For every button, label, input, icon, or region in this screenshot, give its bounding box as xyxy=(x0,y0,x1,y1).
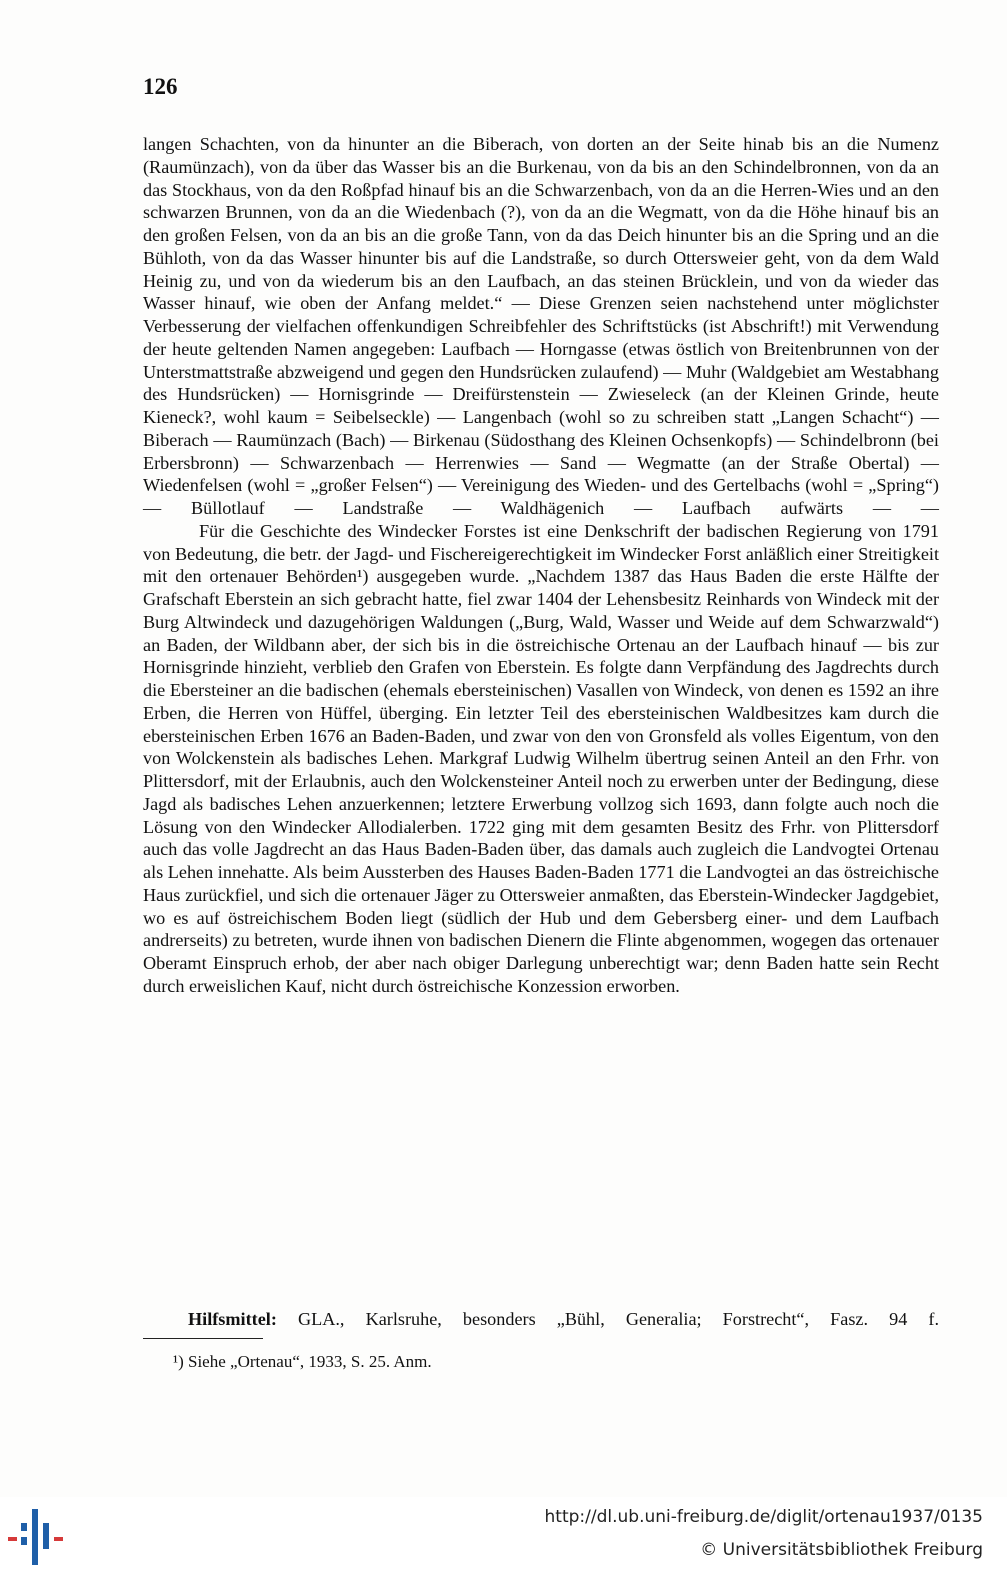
paragraph-boundary-list: langen Schachten, von da hinunter an die Biberach, von dorten an der Seite hinab bis an die Numenz (Raumünzach), von da über das Wasser bis an die Burkenau, von da bis an den Schindelbronnen, von da an das Stockhaus, von da den Roßpfad hinauf bis an die Schwarzenbach, von da an die Herren-Wies und an den schwarzen Brunnen, von da an die Wiedenbach (?), von da an die Wegmatt, von da die Höhe hinauf bis an den großen Felsen, von da an bis an die große Tann, von da das Deich hinunter bis an die Spring und an die Bühloth, von da das Wasser hinunter bis auf die Landstraße, so durch Ottersweier geht, von da dem Wald Heinig zu, und von da wiederum bis an den Laufbach, an das steinen Brücklein, und von da wieder das Wasser hinauf, wie oben der Anfang meldet.“ — Diese Grenzen seien nachstehend unter möglichster Verbesserung der vielfachen offenkundigen Schreibfehler des Schriftstücks (ist Abschrift!) mit Verwendung der heute geltenden Namen angegeben: Laufbach — Horngasse (etwas östlich von Breitenbrunnen von der Unterstmattstraße abzweigend und gegen den Hundsrücken zulaufend) — Muhr (Waldgebiet am Westabhang des Hundsrücken) — Hornisgrinde — Dreifürstenstein — Zwieseleck (an der Kleinen Grinde, heute Kieneck?, wohl kaum = Seibelseckle) — Langenbach (wohl so zu schreiben statt „Langen Schacht“) — Biberach — Raumünzach (Bach) — Birkenau (Südosthang des Kleinen Ochsenkopfs) — Schindelbronn (bei Erbersbronn) — Schwarzenbach — Herrenwies — Sand — Wegmatte (an der Straße Obertal) — Wiedenfelsen (wohl = „großer Felsen“) — Vereinigung des Wieden- und des Gertelbachs (wohl = „Spring“) — Büllotlauf — Landstraße — Waldhägenich — Laufbach aufwärts — — xyxy=(143,134,939,518)
sources-line xyxy=(188,1308,939,1330)
permalink-url[interactable]: http://dl.ub.uni-freiburg.de/diglit/ortenau1937/0135 xyxy=(544,1507,983,1527)
body-text xyxy=(143,133,939,998)
copyright-notice: © Universitätsbibliothek Freiburg xyxy=(700,1540,983,1560)
sources-text: GLA., Karlsruhe, besonders „Bühl, Generalia; Forstrecht“, Fasz. 94 f. xyxy=(298,1309,940,1329)
page-number: 126 xyxy=(143,74,178,99)
footnote: ¹) Siehe „Ortenau“, 1933, S. 25. Anm. xyxy=(173,1352,432,1371)
paragraph-forest-history: Für die Geschichte des Windecker Forstes ist eine Denkschrift der badischen Regierung von 1791 von Bedeutung, die betr. der Jagd- und Fischereigerechtigkeit im Windecker Forst anläßlich einer Streitigkeit mit den ortenauer Behörden¹) ausgegeben wurde. „Nachdem 1387 das Haus Baden die erste Hälfte der Grafschaft Eberstein an sich gebracht hatte, fiel zwar 1404 der Lehensbesitz Reinhards von Windeck mit der Burg Altwindeck und dazugehörigen Waldungen („Burg, Wald, Wasser und Weide auf dem Schwarzwald“) an Baden, der Wildbann aber, der sich bis in die östreichische Ortenau an der Laufbach hinauf — bis zur Hornisgrinde hinzieht, verblieb den Grafen von Eberstein. Es folgte dann Verpfändung des Jagdrechts durch die Ebersteiner an die badischen (ehemals ebersteinischen) Vasallen von Windeck, von denen es 1592 an ihre Erben, die Herren von Hüffel, überging. Ein letzter Teil des ebersteinischen Waldbesitzes kam durch die ebersteinischen Erben 1676 an Baden-Baden, und zwar von den von Gronsfeld als volles Eigentum, von den von Wolckenstein als badisches Lehen. Markgraf Ludwig Wilhelm übertrug seinen Anteil an den Frhr. von Plittersdorf, mit der Erlaubnis, auch den Wolckensteiner Anteil noch zu erwerben unter der Bedingung, diese Jagd als badisches Lehen anzuerkennen; letztere Erwerbung vollzog sich 1693, dann folgte auch noch die Lösung von den Windecker Allodialerben. 1722 ging mit dem gesamten Besitz des Frhr. von Plittersdorf auch das volle Jagdrecht an das Haus Baden-Baden über, das damals auch zugleich die Landvogtei Ortenau als Lehen innehatte. Als beim Aussterben des Hauses Baden-Baden 1771 die Landvogtei an das östreichische Haus zurückfiel, und sich die ortenauer Jäger zu Ottersweier anmaßten, das Eberstein-Windecker Jagdgebiet, wo es auf östreichischem Boden liegt (südlich der Hub und dem Gebersberg einer- und dem Laufbach andrerseits) zu betreten, wurde ihnen von badischen Dienern die Flinte abgenommen, wogegen das ortenauer Oberamt Einspruch erhob, der aber nach obiger Darlegung unberechtigt war; denn Baden hatte sein Recht durch erweislichen Kauf, nicht durch östreichische Konzession erworben. xyxy=(143,520,939,996)
footnote-divider xyxy=(143,1338,263,1339)
library-logo-icon xyxy=(8,1509,66,1565)
sources-label: Hilfsmittel: xyxy=(188,1309,277,1329)
